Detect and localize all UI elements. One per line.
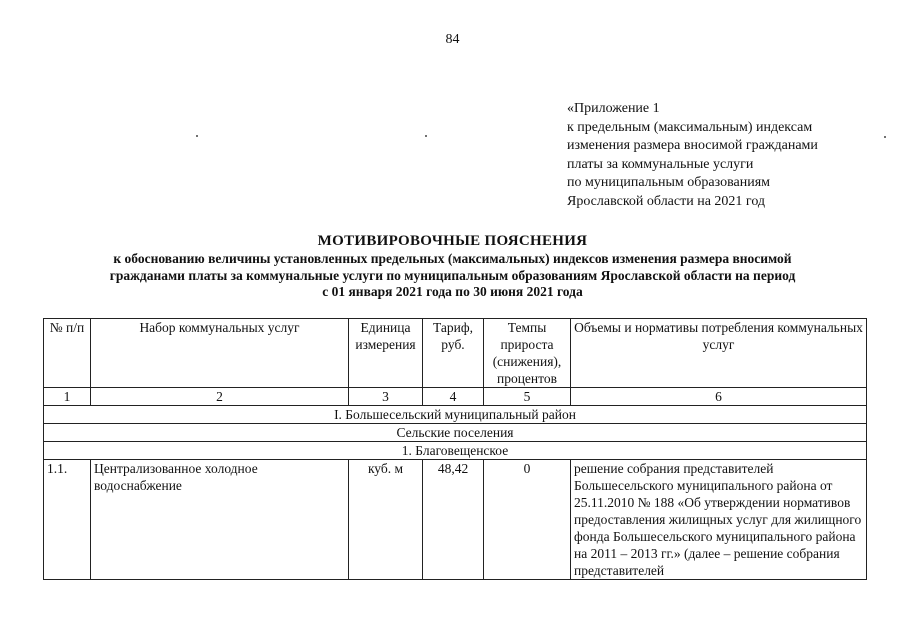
appendix-line: к предельным (максимальным) индексам: [567, 119, 813, 135]
section-row: [44, 442, 867, 460]
cell-service: Централизованное холодное водоснабжение: [91, 460, 349, 580]
appendix-line: платы за коммунальные услуги: [567, 156, 754, 172]
scan-speck: [196, 135, 198, 137]
appendix-line: изменения размера вносимой гражданами: [567, 138, 818, 153]
section-row: [44, 406, 867, 424]
column-number: 6: [571, 388, 867, 406]
header-unit: Единица измерения: [349, 319, 423, 388]
column-number: 3: [349, 388, 423, 406]
title-subtitle-line: с 01 января 2021 года по 30 июня 2021 года: [322, 284, 583, 299]
column-number: 1: [44, 388, 91, 406]
header-tariff: Тариф, руб.: [423, 319, 484, 388]
header-num: № п/п: [44, 319, 91, 388]
cell-growth: 0: [484, 460, 571, 580]
title-main: МОТИВИРОВОЧНЫЕ ПОЯСНЕНИЯ: [317, 233, 588, 249]
cell-num: 1.1.: [44, 460, 91, 580]
scan-speck: [425, 135, 427, 137]
appendix-line: «Приложение 1: [567, 101, 660, 116]
document-title: [40, 232, 865, 301]
header-growth: Темпы прироста (снижения), процентов: [484, 319, 571, 388]
column-number: 4: [423, 388, 484, 406]
column-number: 2: [91, 388, 349, 406]
column-number-row: [44, 388, 867, 406]
appendix-line: по муниципальным образованиям: [567, 175, 770, 190]
section-district: I. Большесельский муниципальный район: [44, 406, 867, 424]
appendix-line: Ярославской области на 2021 год: [567, 193, 766, 209]
table-header-row: [44, 319, 867, 388]
cell-tariff: 48,42: [423, 460, 484, 580]
page-number: 84: [445, 32, 460, 47]
header-volumes: Объемы и нормативы потребления коммунальных услуг: [571, 319, 867, 388]
header-services: Набор коммунальных услуг: [91, 319, 349, 388]
title-subtitle-line: к обоснованию величины установленных предельных (максимальных) индексов изменения размера вносимой: [113, 251, 792, 266]
section-settlement: 1. Благовещенское: [44, 442, 867, 460]
cell-volumes: решение собрания представителей Большесельского муниципального района от 25.11.2010 № 188 «Об утверждении нормативов предоставления жилищных услуг для жилищного фонда Большесельского муниципального района на 2011 – 2013 гг.» (далее – решение собрания представителей: [571, 460, 867, 580]
section-settlements: Сельские поселения: [44, 424, 867, 442]
tariff-table: [43, 318, 867, 580]
table-row: [44, 460, 867, 580]
cell-unit: куб. м: [349, 460, 423, 580]
title-subtitle-line: гражданами платы за коммунальные услуги по муниципальным образованиям Ярославской области на период: [109, 267, 796, 283]
appendix-note: [567, 100, 897, 211]
column-number: 5: [484, 388, 571, 406]
section-row: [44, 424, 867, 442]
